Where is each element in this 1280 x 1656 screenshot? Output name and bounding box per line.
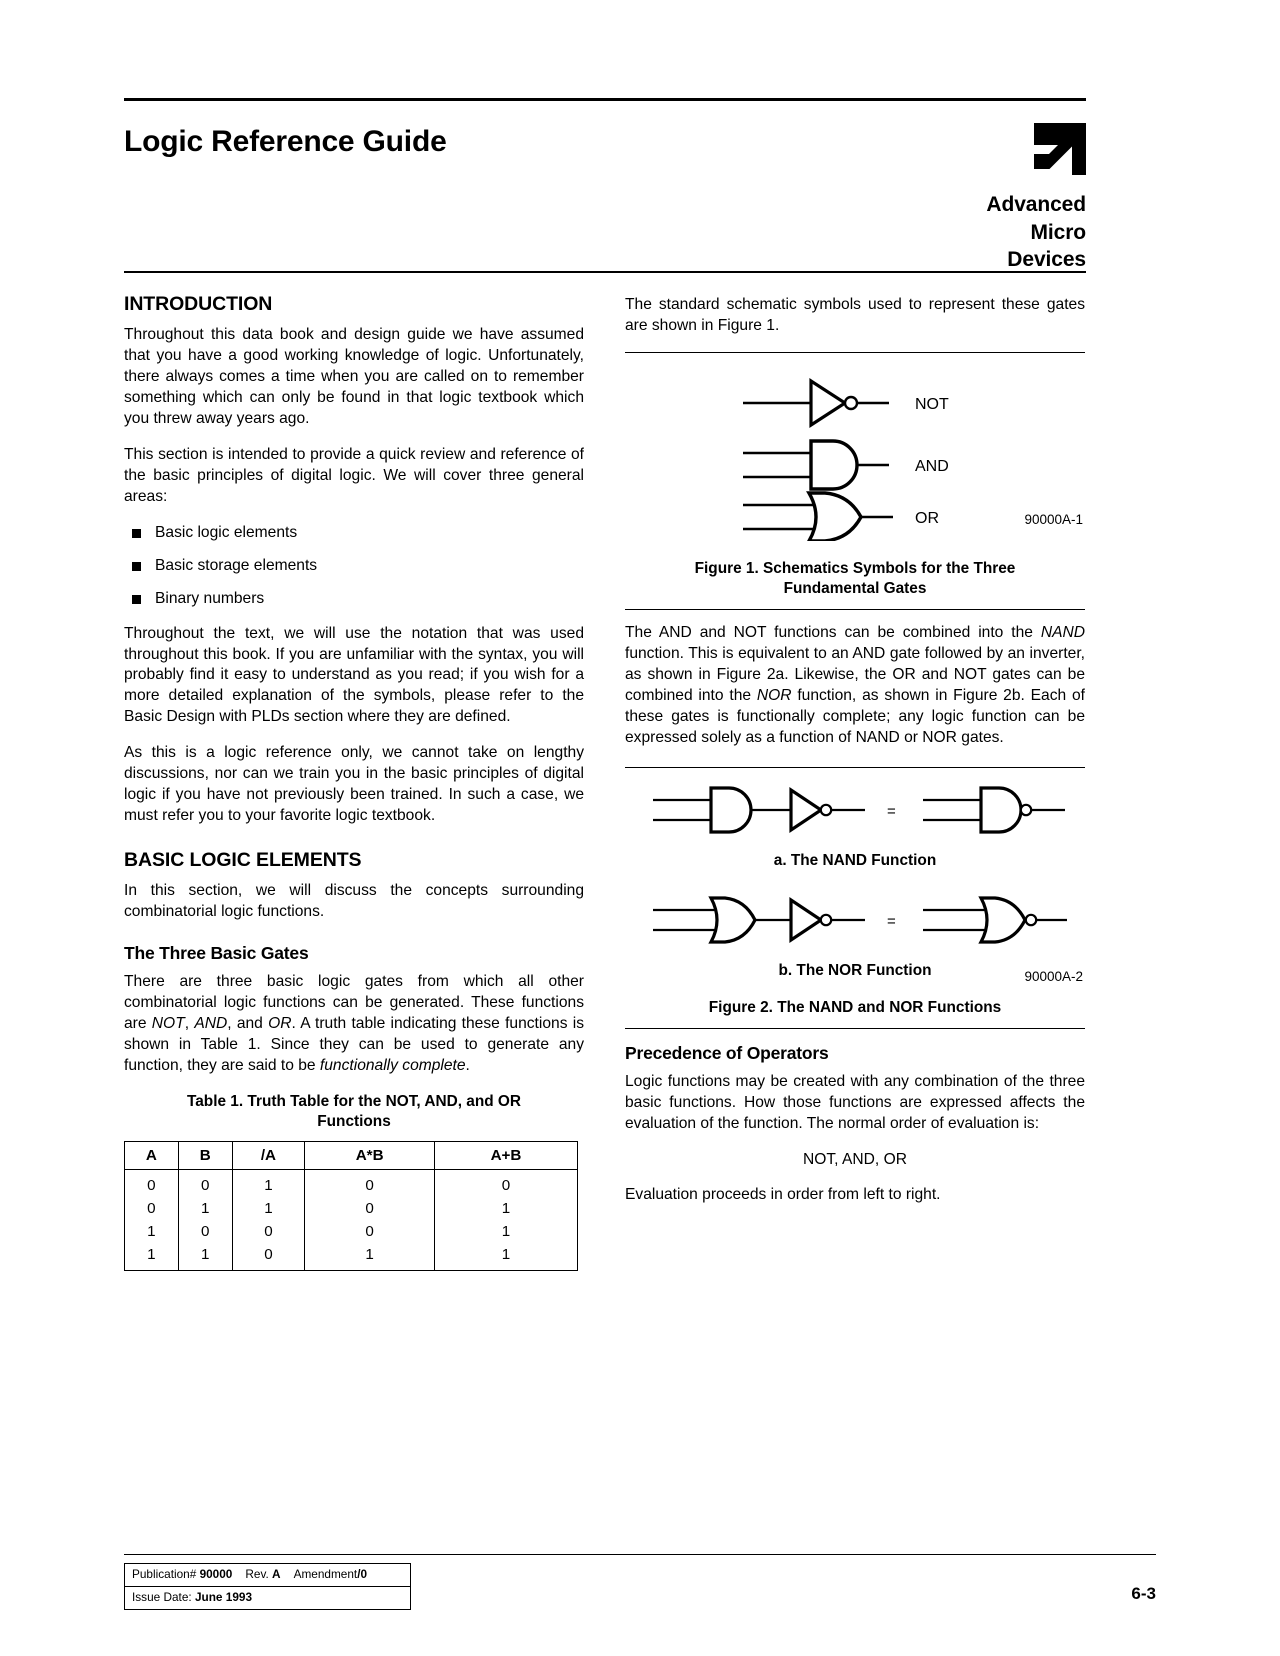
precedence-heading: Precedence of Operators [625, 1042, 829, 1063]
issue-date-row [125, 1587, 410, 1609]
amd-branding [766, 123, 1086, 274]
list-item: Basic logic elements [124, 523, 584, 543]
nand-text-b: function. This is equivalent to an AND gate followed by an inverter, as shown in Figure 2a. Likewise, the OR and NOT gates can be combined into the [625, 644, 1085, 704]
amendment-value: /0 [357, 1567, 368, 1581]
left-column [124, 293, 584, 1271]
table-cell: 0 [305, 1197, 435, 1220]
nand-nor-paragraph [625, 623, 1085, 749]
nand-text-nand: NAND [1040, 623, 1085, 641]
introduction-heading: INTRODUCTION [124, 293, 273, 315]
table-cell: 0 [125, 1197, 179, 1220]
figure-1-id: 90000A-1 [1024, 511, 1083, 527]
company-line-2: Micro [1030, 220, 1086, 244]
page-number: 6-3 [1131, 1584, 1156, 1603]
gates-text-functionally-complete: functionally complete [319, 1057, 466, 1075]
introduction-paragraph-1: Throughout this data book and design guide we have assumed that you have a good working knowledge of logic. Unfortunately, there always comes a time when you are called on to remember something which can only be found in that logic textbook which you threw away years ago. [124, 326, 584, 427]
topics-list [124, 523, 584, 610]
basic-logic-paragraph: In this section, we will discuss the concepts surrounding combinatorial logic functions. [124, 882, 584, 921]
page-title: Logic Reference Guide [124, 125, 447, 158]
table-cell: 1 [232, 1170, 305, 1198]
company-name [766, 191, 1086, 274]
nor-equivalence-diagram [625, 888, 1085, 954]
table-cell: 1 [125, 1220, 179, 1243]
basic-logic-elements-heading: BASIC LOGIC ELEMENTS [124, 849, 362, 872]
three-basic-gates-paragraph [124, 972, 584, 1077]
gates-text-or: OR [268, 1015, 292, 1033]
nand-text-nor: NOR [756, 686, 792, 704]
publication-row [125, 1564, 410, 1587]
nand-text-c: function, as shown in Figure 2b. Each of these gates is functionally complete; any logic function can be expressed solely as a function of NAND or NOR gates. [625, 686, 1086, 746]
figure-2-id: 90000A-2 [1024, 968, 1083, 984]
two-column-body [124, 293, 1086, 1271]
schematic-intro-paragraph: The standard schematic symbols used to represent these gates are shown in Figure 1. [625, 296, 1085, 334]
page-footer [124, 1554, 1156, 1626]
figure-2-caption: Figure 2. The NAND and NOR Functions [708, 998, 1002, 1016]
gates-text-e: . [465, 1057, 470, 1075]
equals-sign-nor: = [887, 912, 896, 930]
figure-2-block [625, 767, 1085, 1029]
figure-1-caption-line-1: Figure 1. Schematics Symbols for the Three [694, 559, 1016, 577]
figure-1-caption-line-2: Fundamental Gates [783, 579, 927, 597]
table-cell: 1 [434, 1220, 577, 1243]
gate-label-not: NOT [915, 395, 949, 413]
table-header-row [125, 1142, 578, 1170]
table-caption-line-1: Table 1. Truth Table for the NOT, AND, and OR [186, 1093, 522, 1111]
rev-value: A [272, 1567, 281, 1581]
table-cell: 0 [305, 1220, 435, 1243]
figure-2b-subcaption-text: b. The NOR Function [778, 961, 932, 979]
table-cell: 0 [232, 1243, 305, 1271]
figure-2-bottom-rule [625, 1028, 1085, 1029]
table-row [125, 1197, 578, 1220]
publication-label: Publication# [132, 1567, 197, 1581]
gate-label-and: AND [915, 457, 949, 475]
logic-gate-symbols [625, 361, 1085, 541]
table-row [125, 1170, 578, 1198]
introduction-paragraph-3: Throughout the text, we will use the notation that was used throughout this book. If you are unfamiliar with the syntax, you will probably find it easy to understand as you read; if you wish for a more detailed explanation of the symbols, please refer to the Basic Design with PLDs section where they are defined. [124, 624, 584, 726]
rev-label: Rev. [245, 1567, 269, 1581]
precedence-order: NOT, AND, OR [803, 1150, 907, 1168]
table-cell: 1 [178, 1243, 232, 1271]
table-cell: 1 [305, 1243, 435, 1271]
table-cell: 0 [232, 1220, 305, 1243]
company-line-1: Advanced [986, 193, 1086, 216]
figure-2b-graphic [625, 880, 1085, 958]
gate-label-or: OR [915, 509, 939, 527]
introduction-paragraph-2: This section is intended to provide a quick review and reference of the basic principles of digital logic. We will cover three general areas: [124, 445, 584, 505]
figure-2b-subcaption [625, 961, 1085, 984]
column-header: A+B [434, 1142, 577, 1170]
company-line-3: Devices [1007, 248, 1086, 272]
issue-date-label: Issue Date: [132, 1589, 192, 1604]
amendment-label: Amendment [293, 1567, 358, 1581]
table-cell: 0 [125, 1170, 179, 1198]
nand-text-a: The AND and NOT functions can be combined into the [625, 623, 1041, 641]
table-cell: 1 [232, 1197, 305, 1220]
column-header: A [125, 1142, 179, 1170]
truth-table [124, 1141, 578, 1271]
nand-equivalence-diagram [625, 778, 1085, 844]
figure-1-caption [625, 559, 1085, 599]
table-row [125, 1243, 578, 1271]
page-header [124, 101, 1086, 271]
figure-1-bottom-rule [625, 609, 1085, 610]
three-basic-gates-heading: The Three Basic Gates [124, 943, 309, 964]
table-caption [124, 1092, 584, 1132]
precedence-paragraph-2: Evaluation proceeds in order from left to right. [625, 1185, 941, 1203]
figure-2a-graphic [625, 768, 1085, 848]
list-item: Basic storage elements [124, 556, 584, 576]
table-cell: 1 [434, 1197, 577, 1220]
right-column [625, 293, 1085, 1271]
equals-sign-nand: = [887, 802, 896, 820]
table-cell: 1 [434, 1243, 577, 1271]
table-cell: 1 [125, 1243, 179, 1271]
column-header: /A [232, 1142, 305, 1170]
table-caption-line-2: Functions [317, 1113, 391, 1131]
publication-value: 90000 [199, 1567, 233, 1581]
figure-2a-subcaption: a. The NAND Function [773, 851, 937, 869]
gates-text-and: AND [194, 1015, 228, 1033]
table-row [125, 1220, 578, 1243]
table-cell: 0 [305, 1170, 435, 1198]
publication-info-box [124, 1563, 411, 1610]
column-header: B [178, 1142, 232, 1170]
introduction-paragraph-4: As this is a logic reference only, we cannot take on lengthy discussions, nor can we train you in the basic principles of digital logic if you have not previously been trained. In such a case, we must refer you to your favorite logic textbook. [124, 744, 584, 825]
document-page [124, 0, 1086, 1656]
table-cell: 1 [178, 1197, 232, 1220]
list-item: Binary numbers [124, 589, 584, 609]
column-header: A*B [305, 1142, 435, 1170]
gates-text-not: NOT [151, 1015, 185, 1033]
gates-text-a: There are three basic logic gates from which all other combinatorial logic functions can be generated. These functions are [124, 973, 584, 1033]
figure-1-block [625, 352, 1085, 610]
precedence-paragraph-1: Logic functions may be created with any combination of the three basic functions. How those functions are expressed affects the evaluation of the function. The normal order of evaluation is: [625, 1072, 1085, 1132]
gates-text-c: , and [227, 1015, 269, 1033]
table-cell: 0 [178, 1220, 232, 1243]
footer-rule [124, 1554, 1156, 1555]
issue-date-value: June 1993 [194, 1589, 253, 1604]
amd-arrow-logo [1020, 123, 1086, 183]
gates-text-b: , [184, 1015, 195, 1033]
table-cell: 0 [178, 1170, 232, 1198]
gates-text-d: . A truth table indicating these functions is shown in Table 1. Since they can be used to generate any function, they are said to be [124, 1015, 585, 1075]
table-cell: 0 [434, 1170, 577, 1198]
figure-1-graphic [625, 353, 1085, 549]
